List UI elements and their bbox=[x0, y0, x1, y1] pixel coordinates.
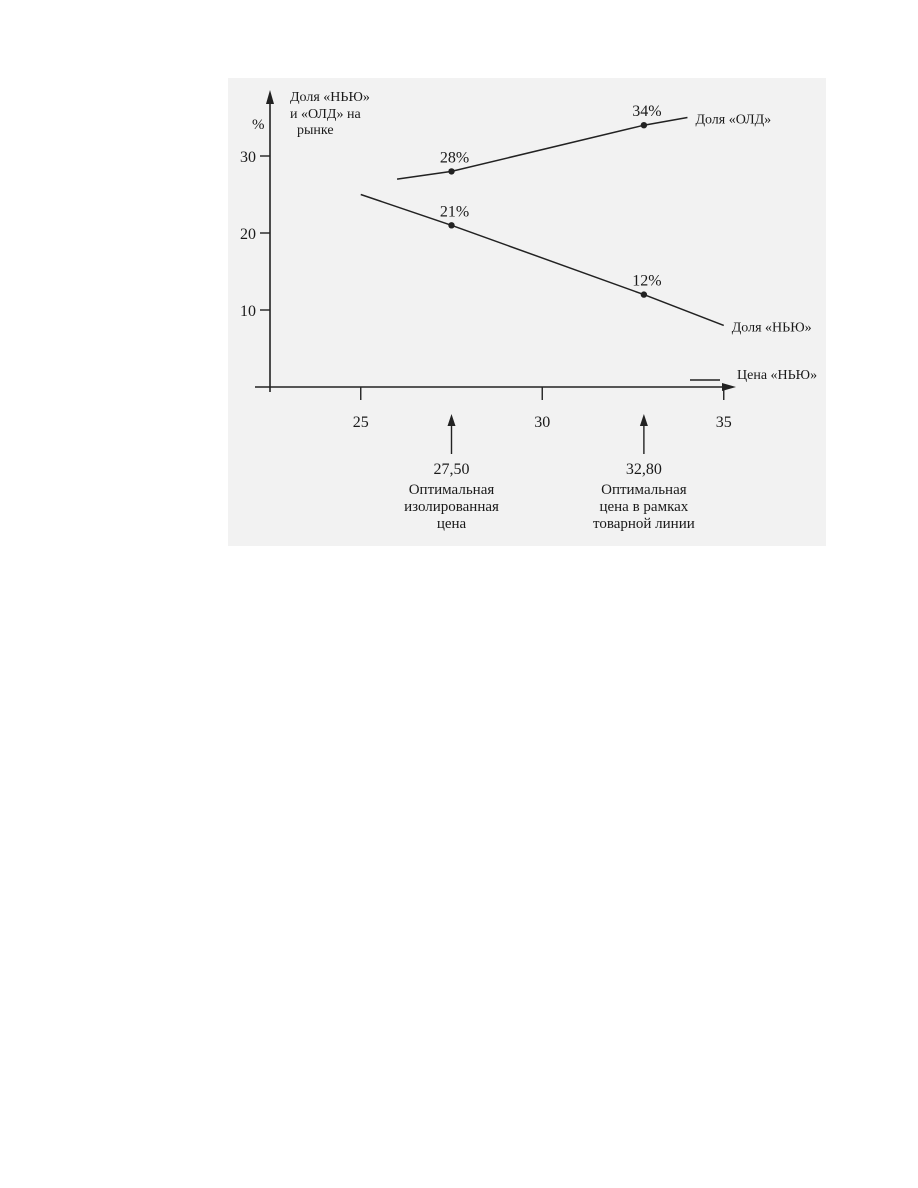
data-point bbox=[641, 291, 647, 297]
y-axis-unit: % bbox=[252, 117, 265, 133]
x-tick-label: 30 bbox=[534, 414, 551, 431]
annotation-text-line: Оптимальная bbox=[408, 482, 495, 498]
data-point bbox=[641, 122, 647, 128]
data-label: 34% bbox=[632, 103, 662, 121]
y-axis-arrow-icon bbox=[266, 90, 274, 104]
series-line bbox=[361, 195, 724, 326]
data-point bbox=[448, 168, 454, 174]
x-axis-label: Цена «НЬЮ» bbox=[737, 368, 818, 383]
x-tick-label: 35 bbox=[715, 414, 732, 431]
annotation-text-line: товарной линии bbox=[592, 516, 695, 532]
y-axis-label-line: Доля «НЬЮ» bbox=[290, 90, 370, 105]
data-point bbox=[448, 222, 454, 228]
x-tick-label: 25 bbox=[352, 414, 369, 431]
y-tick-label: 30 bbox=[240, 149, 256, 166]
y-axis-label-line: и «ОЛД» на bbox=[290, 107, 361, 122]
annotation-arrow-icon bbox=[640, 414, 648, 426]
y-tick-label: 10 bbox=[240, 303, 256, 320]
annotation-text-line: Оптимальная bbox=[601, 482, 687, 498]
series-name: Доля «ОЛД» bbox=[695, 112, 772, 128]
y-tick-label: 20 bbox=[240, 226, 256, 243]
data-label: 28% bbox=[439, 149, 470, 167]
annotation-text-line: цена в рамках bbox=[599, 499, 689, 515]
annotation-value: 27,50 bbox=[433, 461, 470, 478]
y-axis-label-line: рынке bbox=[297, 123, 334, 138]
series-name: Доля «НЬЮ» bbox=[731, 320, 812, 336]
data-label: 12% bbox=[632, 272, 662, 290]
annotation-text-line: изолированная bbox=[404, 499, 499, 515]
data-label: 21% bbox=[439, 203, 470, 221]
annotation-arrow-icon bbox=[448, 414, 456, 426]
annotation-text-line: цена bbox=[436, 516, 467, 532]
annotation-value: 32,80 bbox=[625, 461, 662, 478]
